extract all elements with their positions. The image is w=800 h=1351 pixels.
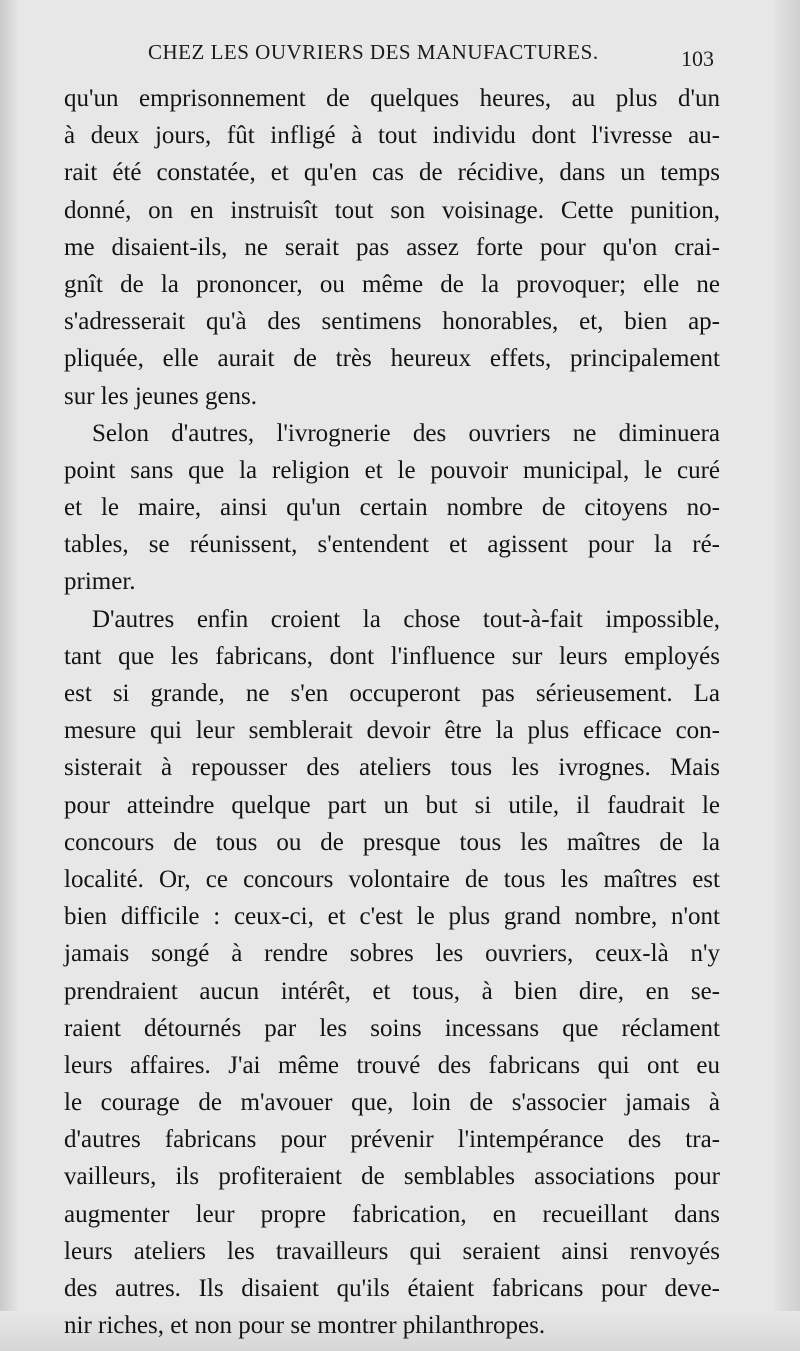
text-line: sisterait à repousser des ateliers tous les ivrognes. Mais (64, 754, 720, 782)
text-line: d'autres fabricans pour prévenir l'intempérance des tra- (64, 1126, 720, 1154)
text-line: rait été constatée, et qu'en cas de récidive, dans un temps (64, 159, 720, 187)
text-line: des autres. Ils disaient qu'ils étaient fabricans pour deve- (64, 1275, 720, 1302)
text-line: tables, se réunissent, s'entendent et agissent pour la ré- (64, 531, 720, 559)
paragraph (64, 80, 720, 415)
text-line: Selon d'autres, l'ivrognerie des ouvriers ne diminuera (92, 419, 720, 447)
text-line: sur les jeunes gens. (64, 382, 258, 410)
text-line: qu'un emprisonnement de quelques heures, au plus d'un (64, 85, 720, 112)
text-line: raient détournés par les soins incessans que réclament (64, 1014, 720, 1042)
paragraph (64, 601, 720, 1345)
text-line: pour atteindre quelque part un but si utile, il faudrait le (64, 791, 720, 819)
body-text (64, 80, 720, 1344)
text-line: s'adresserait qu'à des sentimens honorables, et, bien ap- (64, 308, 720, 336)
text-line: gnît de la prononcer, ou même de la provoquer; elle ne (64, 270, 720, 298)
running-title: CHEZ LES OUVRIERS DES MANUFACTURES. (148, 40, 599, 64)
text-line: concours de tous ou de presque tous les maîtres de la (64, 828, 720, 856)
text-line: à deux jours, fût infligé à tout individu dont l'ivresse au- (64, 122, 720, 150)
text-line: primer. (64, 568, 136, 596)
text-line: leurs affaires. J'ai même trouvé des fabricans qui ont eu (64, 1051, 720, 1079)
text-line: augmenter leur propre fabrication, en recueillant dans (64, 1200, 720, 1228)
text-line: localité. Or, ce concours volontaire de tous les maîtres est (64, 865, 720, 893)
text-line: prendraient aucun intérêt, et tous, à bien dire, en se- (64, 977, 720, 1005)
text-line: bien difficile : ceux-ci, et c'est le plus grand nombre, n'ont (64, 903, 720, 931)
text-line: est si grande, ne s'en occuperont pas sérieusement. La (64, 680, 720, 707)
text-line: D'autres enfin croient la chose tout-à-fait impossible, (92, 605, 720, 633)
text-line: tant que les fabricans, dont l'influence sur leurs employés (64, 642, 720, 670)
text-line: le courage de m'avouer que, loin de s'associer jamais à (64, 1089, 720, 1117)
text-line: nir riches, et non pour se montrer philanthropes. (64, 1312, 546, 1340)
page-number: 103 (681, 46, 714, 71)
page-left-edge (0, 0, 18, 1351)
text-line: vailleurs, ils profiteraient de semblables associations pour (64, 1163, 720, 1191)
text-line: mesure qui leur semblerait devoir être la plus efficace con- (64, 717, 720, 745)
text-line: jamais songé à rendre sobres les ouvriers, ceux-là n'y (64, 940, 720, 968)
text-line: point sans que la religion et le pouvoir municipal, le curé (64, 456, 720, 484)
text-line: pliquée, elle aurait de très heureux effets, principalement (64, 345, 720, 373)
text-line: et le maire, ainsi qu'un certain nombre de citoyens no- (64, 494, 720, 522)
text-line: me disaient-ils, ne serait pas assez forte pour qu'on crai- (64, 233, 720, 261)
page-right-edge (774, 0, 800, 1351)
text-line: donné, on en instruisît tout son voisinage. Cette punition, (64, 196, 720, 224)
paragraph (64, 415, 720, 601)
text-line: leurs ateliers les travailleurs qui seraient ainsi renvoyés (64, 1237, 720, 1265)
page-header (148, 40, 714, 80)
